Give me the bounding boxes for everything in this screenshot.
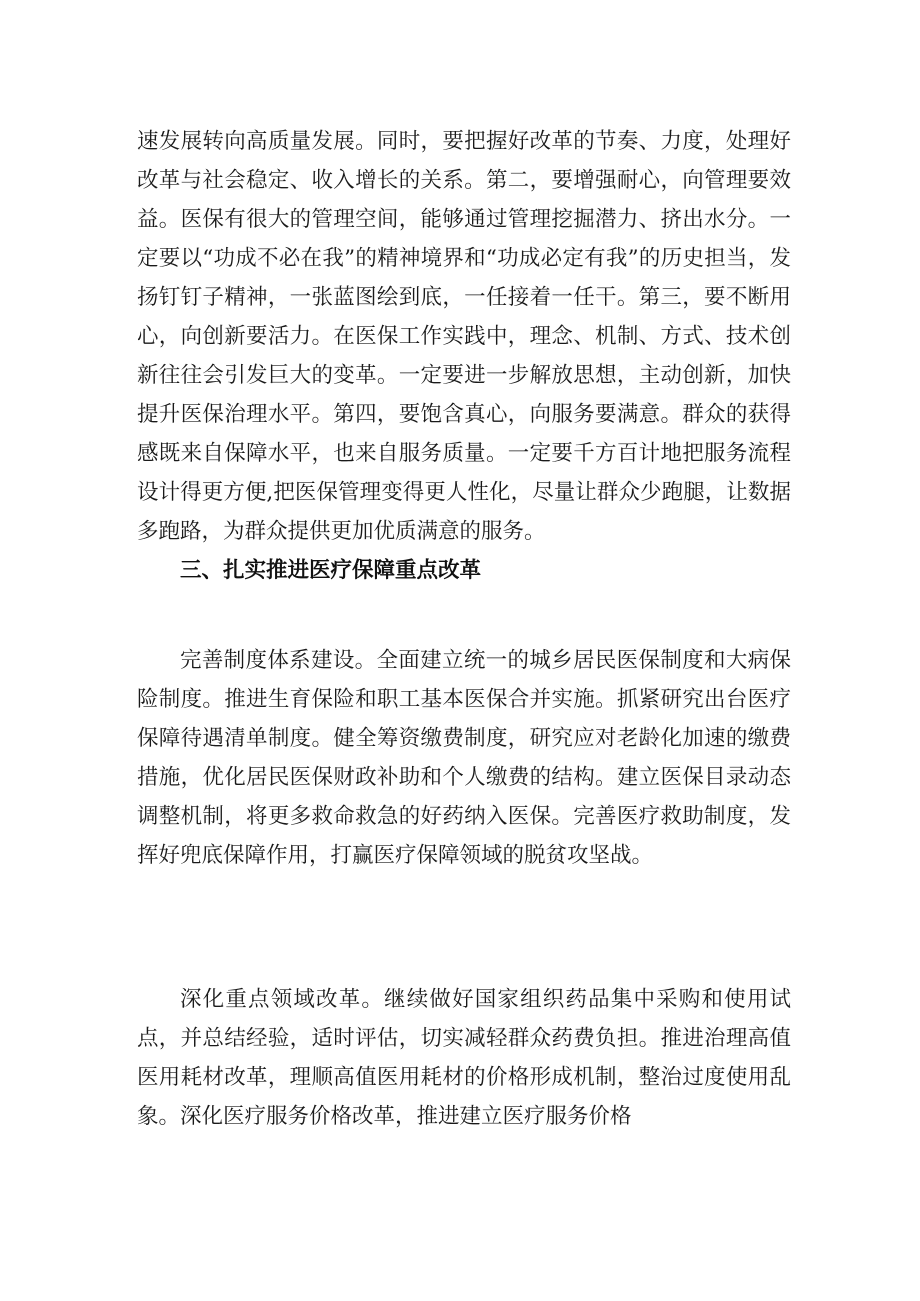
section-heading: 三、扎实推进医疗保障重点改革	[180, 558, 482, 583]
document-body-top	[137, 122, 791, 590]
document-body-bottom	[137, 980, 791, 1136]
document-body-middle	[137, 641, 791, 875]
paragraph-key-reform: 深化重点领域改革。继续做好国家组织药品集中采购和使用试点，并总结经验，适时评估，切实减轻群众药费负担。推进治理高值医用耗材改革，理顺高值医用耗材的价格形成机制，整治过度使用乱象。深化医疗服务价格改革，推进建立医疗服务价格	[137, 987, 791, 1129]
paragraph-system-building: 完善制度体系建设。全面建立统一的城乡居民医保制度和大病保险制度。推进生育保险和职工基本医保合并实施。抓紧研究出台医疗保障待遇清单制度。健全筹资缴费制度，研究应对老龄化加速的缴费措施，优化居民医保财政补助和个人缴费的结构。建立医保目录动态调整机制，将更多救命救急的好药纳入医保。完善医疗救助制度，发挥好兜底保障作用，打赢医疗保障领域的脱贫攻坚战。	[137, 648, 791, 868]
continued-paragraph: 速发展转向高质量发展。同时，要把握好改革的节奏、力度，处理好改革与社会稳定、收入增长的关系。第二，要增强耐心，向管理要效益。医保有很大的管理空间，能够通过管理挖掘潜力、挤出水分。一定要以“功成不必在我”的精神境界和“功成必定有我”的历史担当，发扬钉钉子精神，一张蓝图绘到底，一任接着一任干。第三，要不断用心，向创新要活力。在医保工作实践中，理念、机制、方式、技术创新往往会引发巨大的变革。一定要进一步解放思想，主动创新，加快提升医保治理水平。第四，要饱含真心，向服务要满意。群众的获得感既来自保障水平，也来自服务质量。一定要千方百计地把服务流程设计得更方便,把医保管理变得更人性化，尽量让群众少跑腿，让数据多跑路，为群众提供更加优质满意的服务。	[137, 129, 791, 544]
